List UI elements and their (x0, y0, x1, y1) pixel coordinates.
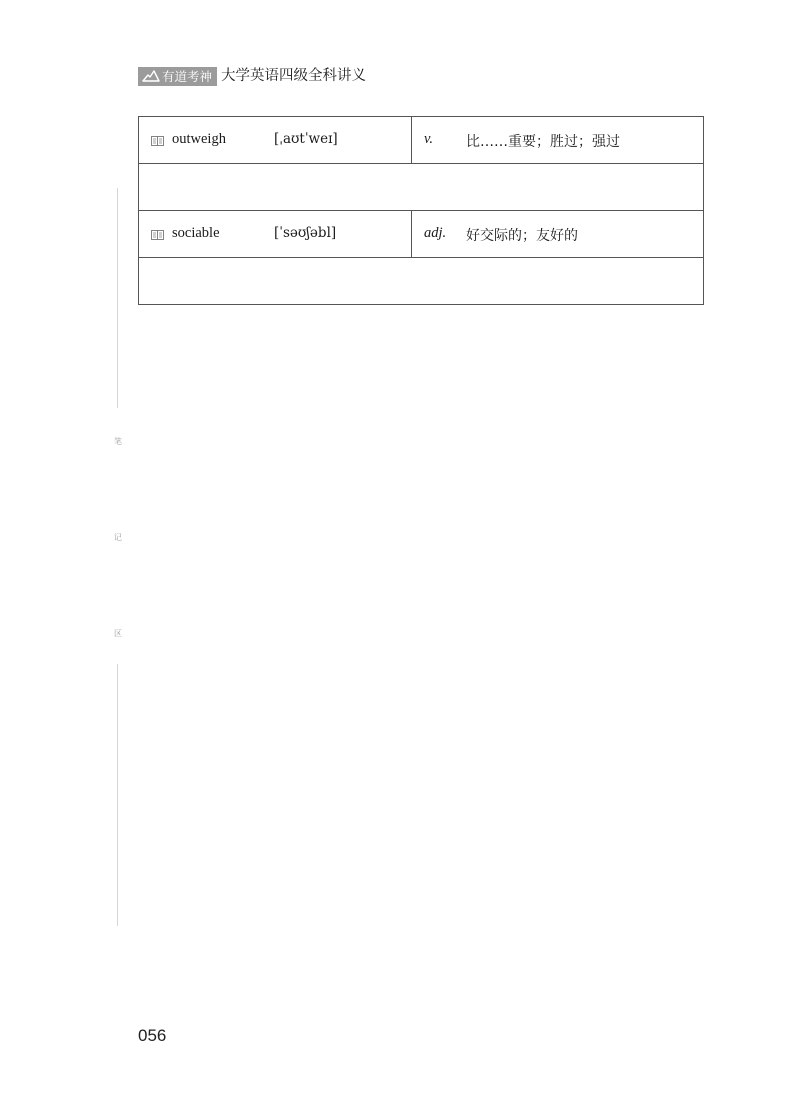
page-number: 056 (138, 1026, 167, 1045)
vocab-row (139, 211, 704, 258)
vocab-row (139, 117, 704, 164)
notes-row (139, 258, 704, 305)
vocab-word: sociable (172, 225, 220, 241)
vocab-phonetic: [ˌaʊtˈweɪ] (274, 131, 338, 147)
book-icon (151, 136, 164, 146)
vocab-part-of-speech: adj. (424, 225, 447, 241)
vocab-part-of-speech: v. (424, 131, 433, 147)
brand-name: 有道考神 (162, 68, 213, 84)
definition-cell (412, 211, 704, 258)
vocab-word: outweigh (172, 131, 226, 147)
notes-row (139, 164, 704, 211)
margin-line-bottom (117, 664, 118, 926)
margin-line-top (117, 188, 118, 408)
book-title: 大学英语四级全科讲义 (221, 67, 367, 84)
definition-cell (412, 117, 704, 164)
margin-char-2: 记 (114, 533, 122, 542)
brand-logo-icon (142, 69, 160, 83)
page-header (138, 66, 366, 86)
margin-char-1: 笔 (114, 437, 122, 446)
book-icon (151, 230, 164, 240)
brand-badge (138, 67, 217, 86)
vocab-phonetic: [ˈsəʊʃəbl] (274, 225, 337, 241)
word-cell (139, 211, 412, 258)
vocabulary-table (138, 116, 704, 305)
notes-cell[interactable] (139, 258, 704, 305)
word-cell (139, 117, 412, 164)
notes-cell[interactable] (139, 164, 704, 211)
vocab-meaning: 比……重要；胜过；强过 (466, 134, 620, 150)
margin-char-3: 区 (114, 629, 122, 638)
vocab-meaning: 好交际的；友好的 (466, 228, 578, 244)
